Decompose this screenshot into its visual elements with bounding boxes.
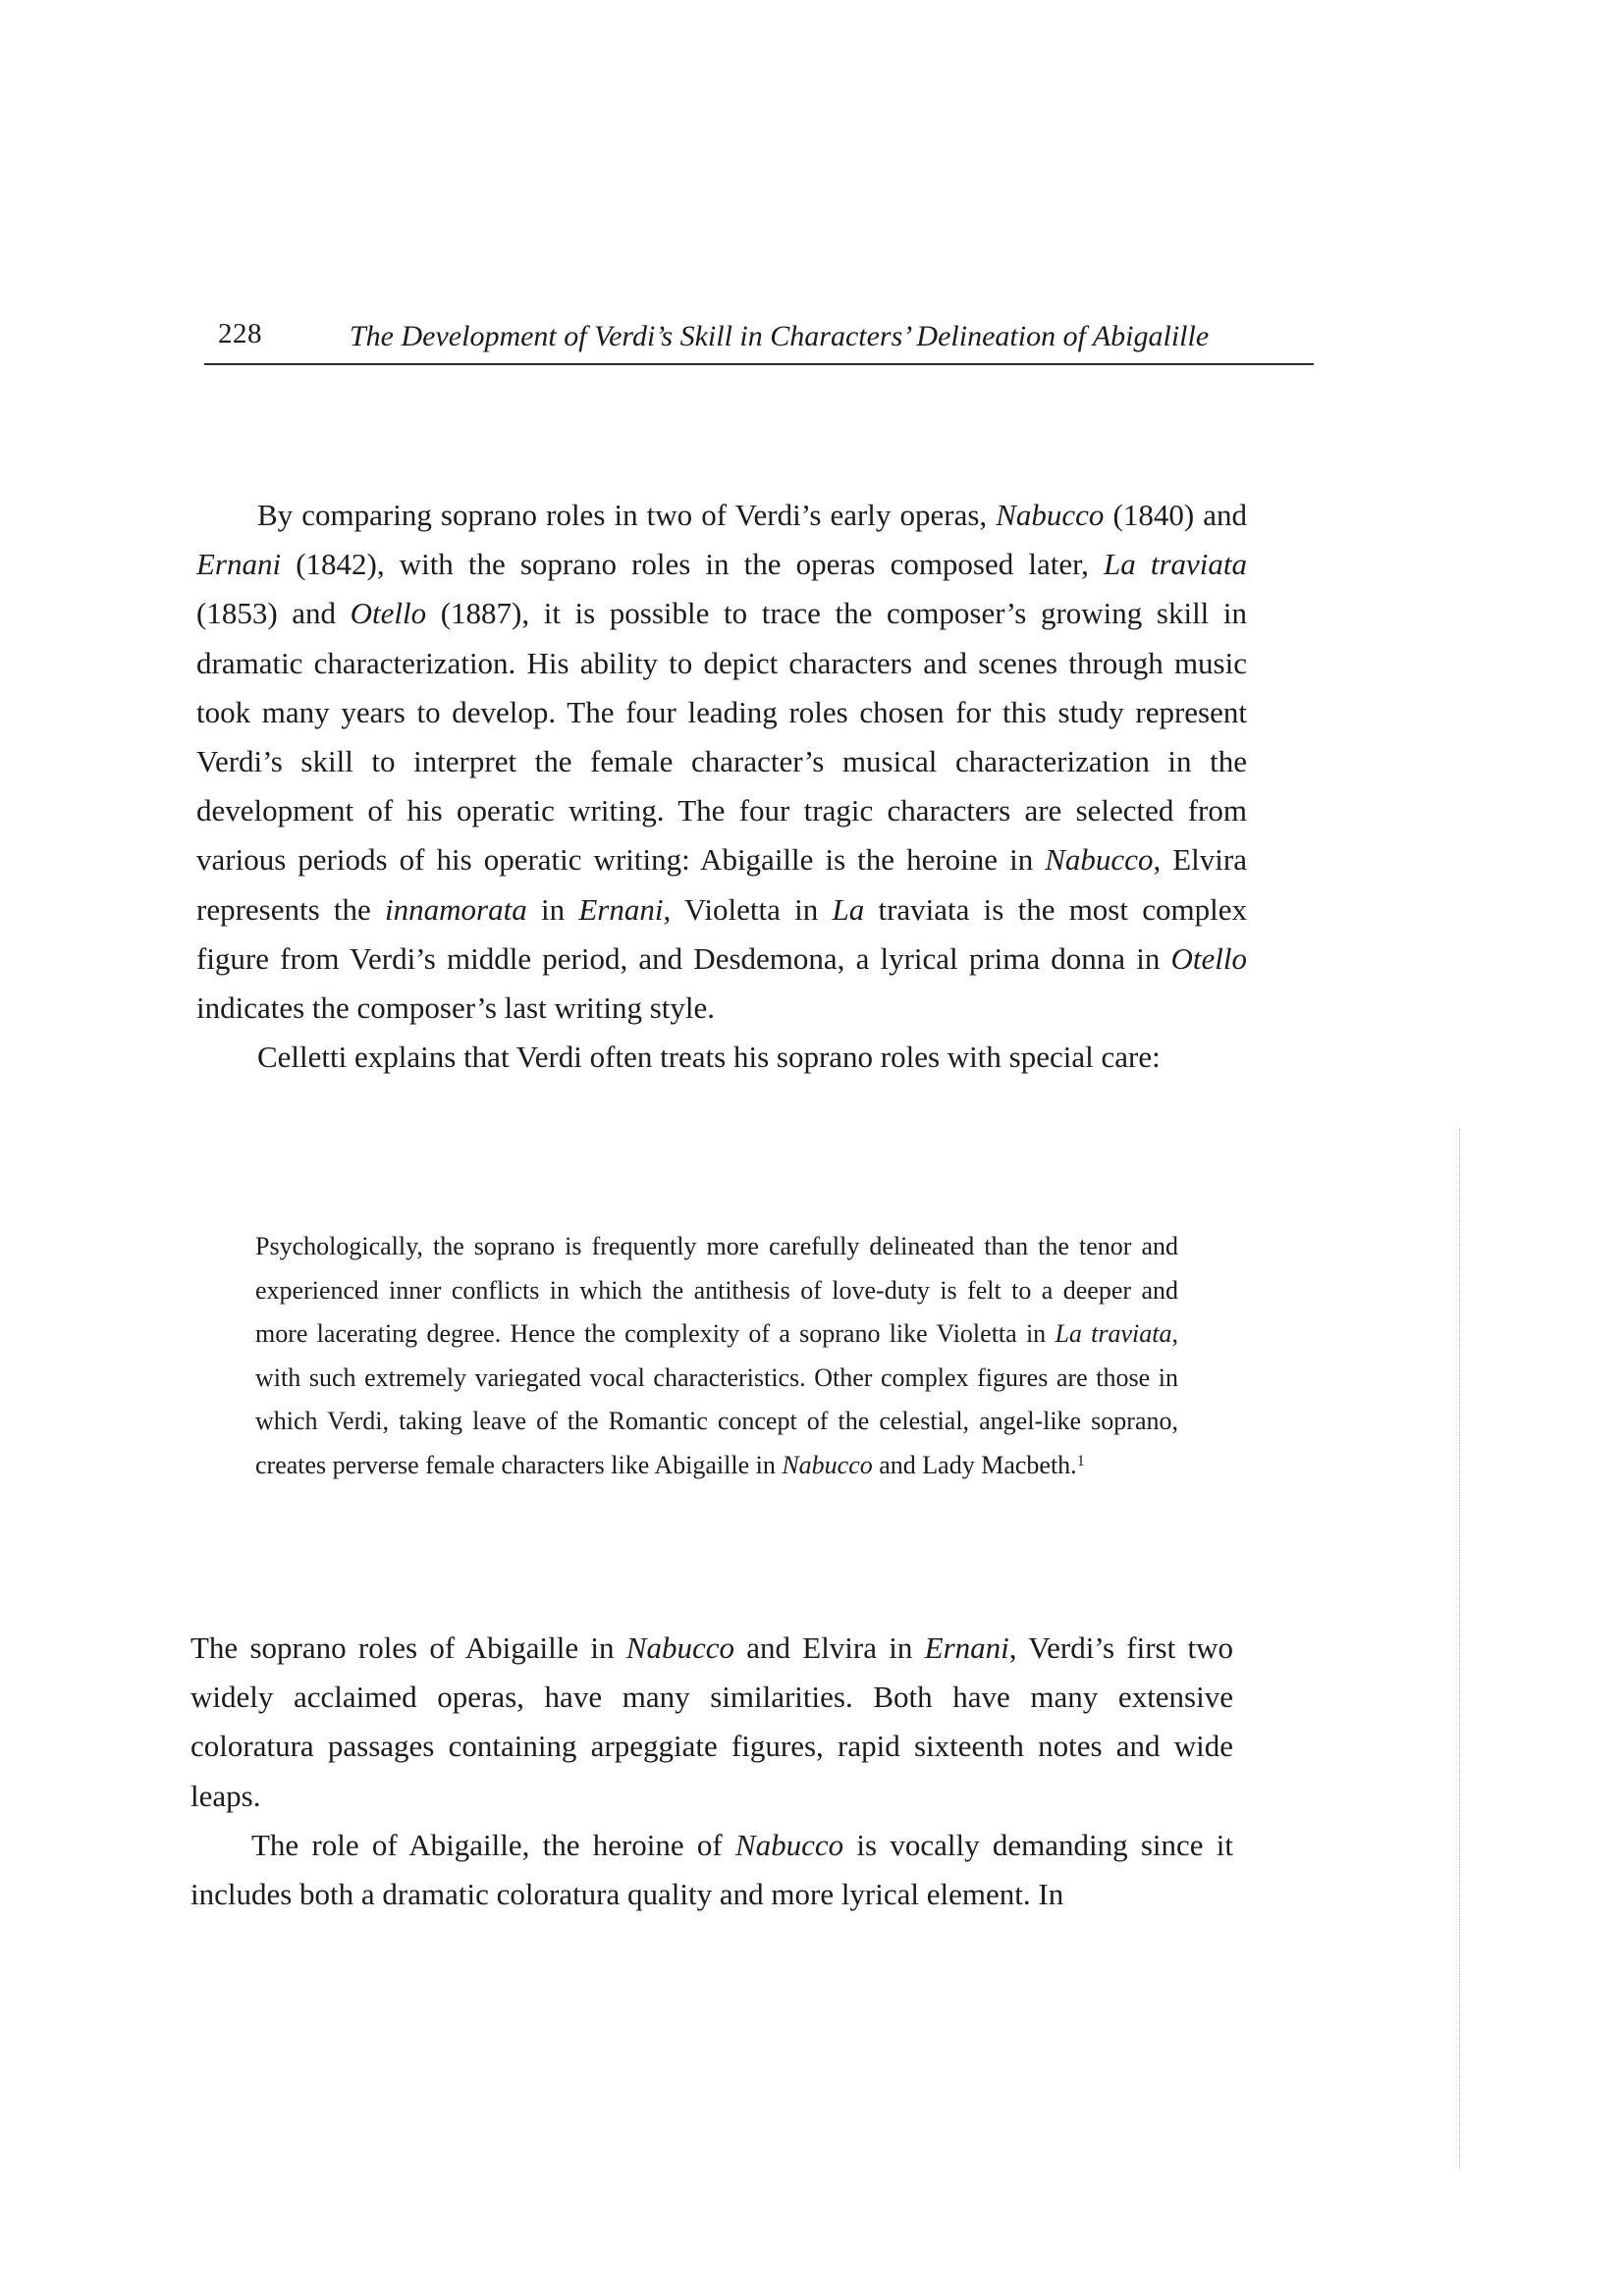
text-run: traviata is the most complex figure from Verdi’s middle period, and Desdemona, a lyrical prima donna in [196, 891, 1247, 976]
text-run: (1887), it is possible to trace the composer’s growing skill in dramatic characterization. His ability to depict characters and scenes through music took many years to develop. The four leading roles chosen for this study represent Verdi’s skill to interpret the female character’s musical characterization in the development of his operatic writing. The four tragic characters are selected from various periods of his operatic writing: Abigaille is the heroine in [196, 596, 1248, 878]
block-quote [255, 1225, 1178, 1487]
body-text-lower [190, 1624, 1233, 1919]
text-run: in [526, 891, 579, 927]
italic-title: La [832, 891, 865, 927]
text-run: The soprano roles of Abigaille in [190, 1630, 626, 1665]
italic-title: Nabucco [734, 1827, 844, 1862]
italic-title: La traviata [1055, 1319, 1172, 1348]
text-run: The role of Abigaille, the heroine of [251, 1827, 735, 1862]
page-number: 228 [218, 318, 262, 349]
running-head [204, 312, 1314, 365]
text-run: , with such extremely variegated vocal characteristics. Other complex figures are those in which Verdi, taking leave of the Romantic concept of the celestial, angel-like soprano, creates perverse female characters like Abigaille in [255, 1319, 1178, 1479]
text-run: (1853) and [196, 596, 351, 631]
italic-title: Ernani [578, 891, 664, 927]
text-run: , Verdi’s first two widely acclaimed operas, have many similarities. Both have many extensive coloratura passages containing arpeggiate figures, rapid sixteenth notes and wide leaps. [190, 1630, 1234, 1813]
paragraph-4 [190, 1821, 1233, 1919]
italic-title: La traviata [1104, 547, 1248, 582]
body-text-upper [196, 491, 1247, 1082]
italic-title: Nabucco [1045, 842, 1154, 878]
italic-title: Nabucco [625, 1630, 734, 1665]
text-run: , Elvira represents the [196, 842, 1247, 927]
text-run: , Violetta in [663, 891, 833, 927]
running-title: The Development of Verdi’s Skill in Characters’ Delineation of Abigalille [350, 320, 1210, 352]
footnote-ref: 1 [1076, 1452, 1085, 1469]
paragraph-2: Celletti explains that Verdi often treats his soprano roles with special care: [257, 1040, 1161, 1075]
text-run: Psychologically, the soprano is frequently more carefully delineated than the tenor and experienced inner conflicts in which the antithesis of love-duty is felt to a deeper and more lacerating degree. Hence the complexity of a soprano like Violetta in [255, 1232, 1178, 1348]
text-run: and Lady Macbeth. [872, 1450, 1077, 1479]
italic-title: Nabucco [782, 1450, 873, 1479]
scan-margin-line [1459, 1129, 1460, 2169]
italic-title: Otello [350, 596, 427, 631]
italic-title: Ernani [924, 1630, 1009, 1665]
italic-term: innamorata [385, 891, 527, 927]
paragraph-3 [190, 1624, 1233, 1821]
text-run: is vocally demanding since it includes both a dramatic coloratura quality and more lyrical element. In [190, 1827, 1233, 1912]
italic-title: Ernani [196, 547, 282, 582]
italic-title: Otello [1170, 940, 1247, 976]
paragraph-1 [196, 491, 1247, 1033]
italic-title: Nabucco [996, 498, 1105, 532]
text-run: and Elvira in [733, 1630, 925, 1665]
text-run: By comparing soprano roles in two of Verdi’s early operas, [257, 498, 997, 532]
text-run: (1842), with the soprano roles in the operas composed later, [281, 547, 1105, 582]
text-run: (1840) and [1104, 498, 1247, 532]
text-run: indicates the composer’s last writing style. [196, 990, 716, 1026]
